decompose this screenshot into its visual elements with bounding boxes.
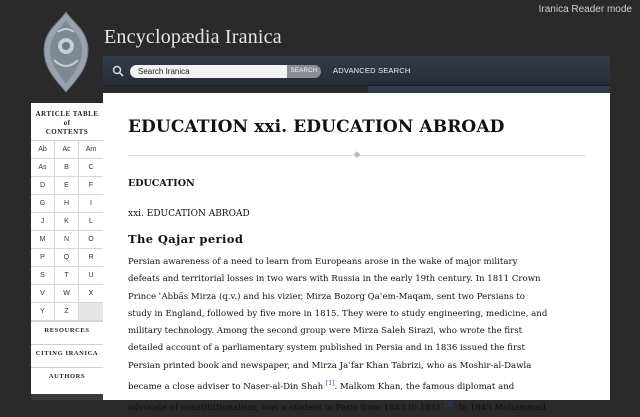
paragraph-text: . Malkom Khan, the famous diplomat and (334, 381, 515, 392)
paragraph-line: Persian awareness of a need to learn from Europeans arose in the wake of major military (128, 257, 518, 267)
letter-y[interactable]: Y (31, 303, 55, 321)
paragraph-line (128, 396, 588, 417)
letter-f[interactable]: F (79, 177, 103, 195)
letter-n[interactable]: N (55, 231, 79, 249)
letter-i[interactable]: I (79, 195, 103, 213)
letter-u[interactable]: U (79, 267, 103, 285)
letter-r[interactable]: R (79, 249, 103, 267)
paragraph-line: Prince ʿAbbās Mirza (q.v.) and his vizier, Mirza Bozorg Qaʾem-Maqam, sent two Persians to (128, 291, 525, 302)
letter-j[interactable]: J (31, 213, 55, 231)
footnote-link[interactable]: [2] (444, 401, 453, 409)
letter-x[interactable]: X (79, 285, 103, 303)
section-heading: The Qajar period (128, 232, 244, 246)
paragraph-line (128, 375, 588, 396)
paragraph-line: study in England, followed by five more in 1815. They were to study engineering, medicine, and (128, 308, 548, 319)
letter-index (31, 141, 103, 321)
letter-ac[interactable]: Ac (55, 141, 79, 159)
toc-title-line: CONTENTS (45, 128, 89, 136)
letter-g[interactable]: G (31, 195, 55, 213)
search-button[interactable]: SEARCH (287, 65, 321, 78)
letter-blank (79, 303, 103, 321)
letter-p[interactable]: P (31, 249, 55, 267)
sidebar-link-authors[interactable]: AUTHORS (31, 367, 103, 386)
article-title: EDUCATION xxi. EDUCATION ABROAD (128, 117, 505, 137)
letter-m[interactable]: M (31, 231, 55, 249)
site-title[interactable]: Encyclopædia Iranica (104, 26, 282, 48)
sidebar-footer (31, 394, 103, 400)
subsection-label: xxi. EDUCATION ABROAD (128, 209, 250, 219)
letter-q[interactable]: Q (55, 249, 79, 267)
title-divider (128, 150, 586, 160)
sidebar-link-resources[interactable]: RESOURCES (31, 321, 103, 340)
letter-am[interactable]: Am (79, 141, 103, 159)
letter-o[interactable]: O (79, 231, 103, 249)
article-content (103, 93, 610, 414)
letter-k[interactable]: K (55, 213, 79, 231)
reader-mode-label[interactable]: Iranica Reader mode (538, 4, 632, 15)
letter-t[interactable]: T (55, 267, 79, 285)
sidebar (31, 103, 103, 400)
toc-title-line: ARTICLE TABLE (35, 110, 99, 118)
paragraph-line: defeats and territorial losses in two wars with Russia in the early 19th century. In 1811 Crown (128, 274, 541, 285)
letter-c[interactable]: C (79, 159, 103, 177)
paragraph-line: detailed account of a parliamentary system published in Persia and in 1836 issued the first (128, 343, 525, 354)
letter-z[interactable]: Z (55, 303, 79, 321)
letter-d[interactable]: D (31, 177, 55, 195)
article-paragraph (128, 254, 588, 417)
toc-title-line: of (63, 119, 71, 127)
letter-ab[interactable]: Ab (31, 141, 55, 159)
search-input[interactable]: Search Iranica (130, 65, 287, 78)
paragraph-text: . In 1845 Mohammad (452, 403, 547, 414)
search-icon (112, 65, 124, 77)
letter-as[interactable]: As (31, 159, 55, 177)
paragraph-text: advocate of constitutionalism, was a student in Paris from 1843 to 1851 (128, 403, 445, 414)
paragraph-line: military technology. Among the second group were Mirza Saleh Sirazi, who wrote the first (128, 326, 523, 337)
footnote-link[interactable]: [1] (325, 380, 335, 388)
letter-h[interactable]: H (55, 195, 79, 213)
letter-v[interactable]: V (31, 285, 55, 303)
section-label: EDUCATION (128, 178, 195, 189)
letter-l[interactable]: L (79, 213, 103, 231)
paragraph-line: Persian printed book and newspaper, and Mirza Jaʿfar Khan Tabrizi, who as Moshir-al-Dawla (128, 360, 532, 371)
sidebar-link-citing[interactable]: CITING IRANICA (31, 344, 103, 363)
toc-title[interactable] (31, 103, 103, 141)
letter-w[interactable]: W (55, 285, 79, 303)
advanced-search-link[interactable]: ADVANCED SEARCH (333, 66, 411, 75)
letter-s[interactable]: S (31, 267, 55, 285)
letter-e[interactable]: E (55, 177, 79, 195)
letter-b[interactable]: B (55, 159, 79, 177)
search-bar (103, 56, 610, 86)
paragraph-text: became a close adviser to Naser-al-Din Shah (128, 381, 326, 392)
iranica-logo-icon[interactable] (38, 10, 94, 94)
divider-ornament-icon: ◆ (353, 150, 361, 160)
